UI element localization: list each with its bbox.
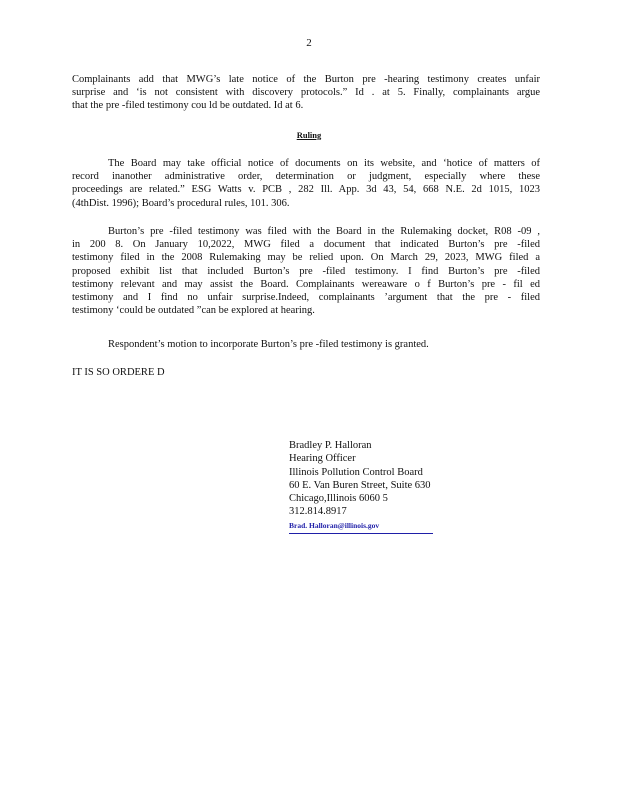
page-number: 2 <box>306 37 312 49</box>
signer-street: 60 E. Van Buren Street, Suite 630 <box>289 479 431 491</box>
email-link[interactable]: Brad. Halloran@illinois.gov <box>289 519 433 534</box>
signer-name: Bradley P. Halloran <box>289 440 372 451</box>
text-line: that the pre -filed testimony cou ld be outdated. Id at 6. <box>72 100 304 112</box>
text-line: surprise and ‘is not consistent with discovery protocols.” Id . at 5. Finally, complainants argue <box>72 87 540 99</box>
paragraph-burton-testimony <box>72 225 540 317</box>
signature-block <box>289 439 433 534</box>
text-line: in 200 8. On January 10,2022, MWG filed a document that indicated Burton’s pre -filed <box>72 239 540 251</box>
text-line: The Board may take official notice of documents on its website, and ‘hotice of matters of <box>108 158 540 169</box>
signer-phone: 312.814.8917 <box>289 506 347 518</box>
text-line: testimony relevant and may assist the Board. Complainants wereaware o f Burton’s pre - fil ed <box>72 278 540 290</box>
paragraph-motion-granted <box>72 338 540 351</box>
text-line: proceedings are related.” ESG Watts v. PCB , 282 Ill. App. 3d 43, 54, 668 N.E. 2d 1015, 1023 <box>72 184 540 196</box>
ruling-heading: Ruling <box>296 130 322 140</box>
text-line: Respondent’s motion to incorporate Burton’s pre -filed testimony is granted. <box>108 339 429 350</box>
text-line: (4thDist. 1996); Board’s procedural rules, 101. 306. <box>72 197 290 209</box>
text-line: record inanother administrative order, determination or judgment, especially where these <box>72 171 540 183</box>
text-line: testimony ‘could be outdated ”can be explored at hearing. <box>72 305 315 317</box>
order-statement: IT IS SO ORDERE D <box>72 367 165 378</box>
text-line: testimony filed in the 2008 Rulemaking may be relied upon. On March 29, 2023, MWG filed a <box>72 252 540 264</box>
text-line: Complainants add that MWG’s late notice of the Burton pre -hearing testimony creates unfair <box>72 74 540 85</box>
paragraph-official-notice <box>72 157 540 210</box>
text-line: proposed exhibit list that included Burton’s pre -filed testimony. I find Burton’s pre -filed <box>72 265 540 277</box>
signer-title: Hearing Officer <box>289 453 356 465</box>
signer-city: Chicago,Illinois 6060 5 <box>289 493 388 505</box>
paragraph-complainants <box>72 73 540 113</box>
signer-organization: Illinois Pollution Control Board <box>289 466 423 478</box>
text-line: testimony and I find no unfair surprise.Indeed, complainants ’argument that the pre - filed <box>72 292 540 304</box>
text-line: Burton’s pre -filed testimony was filed with the Board in the Rulemaking docket, R08 -09 , <box>108 226 540 237</box>
